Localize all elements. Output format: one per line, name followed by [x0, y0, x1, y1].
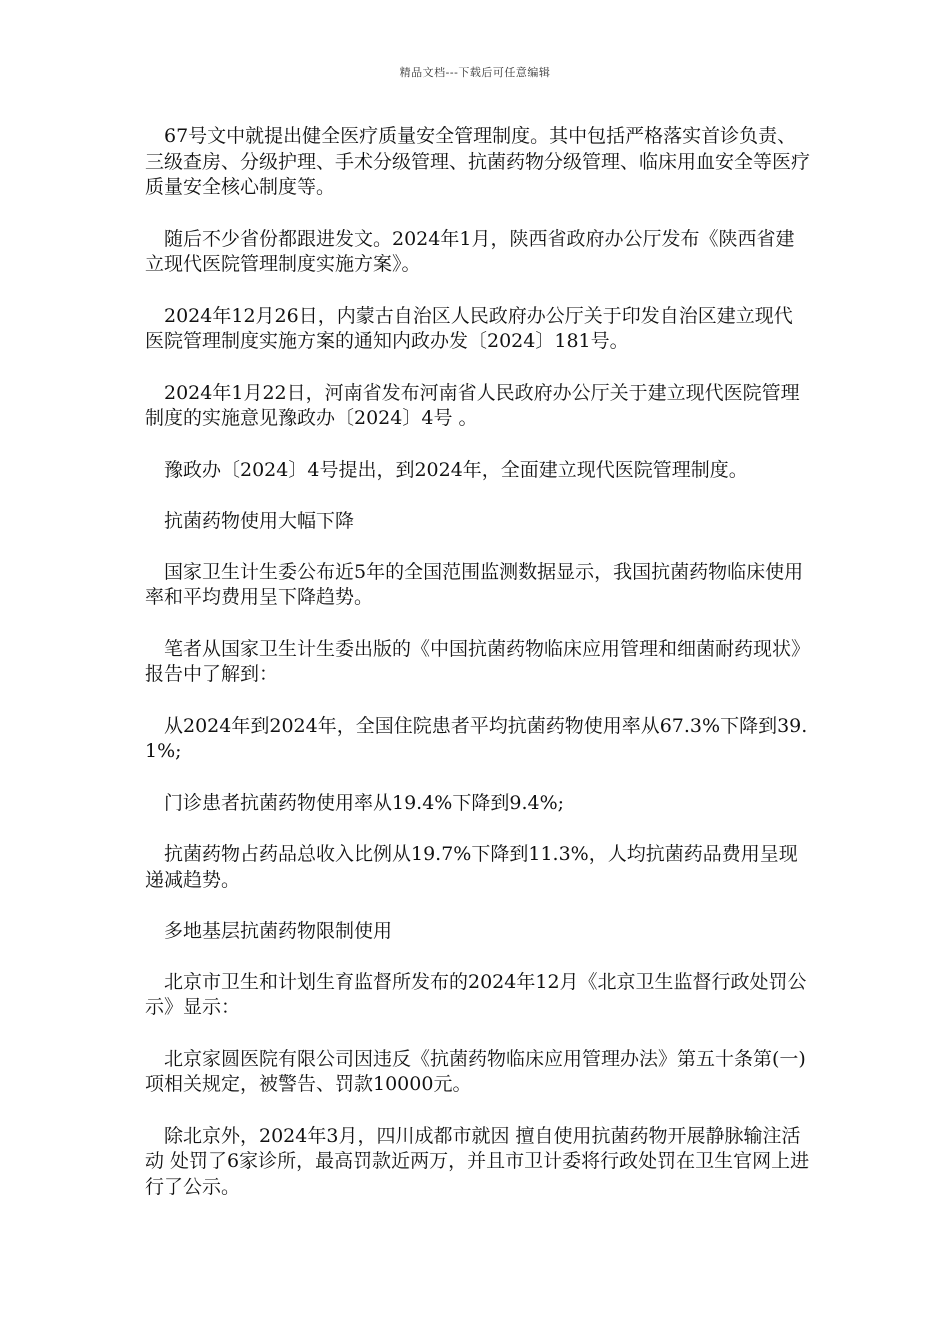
paragraph-inpatient-rate: 从2024年到2024年，全国住院患者平均抗菌药物使用率从67.3%下降到39.1%;	[145, 714, 808, 762]
paragraph-chengdu-penalty: 除北京外，2024年3月，四川成都市就因 擅自使用抗菌药物开展静脉输注活动 处罚了6家诊所，最高罚款近两万，并且市卫计委将行政处罚在卫生官网上进行了公示。	[145, 1124, 810, 1198]
section-heading-antibiotic-decline: 抗菌药物使用大幅下降	[145, 510, 355, 532]
paragraph-beijing-announcement: 北京市卫生和计划生育监督所发布的2024年12月《北京卫生监督行政处罚公示》显示：	[145, 970, 807, 1018]
paragraph-shaanxi-plan: 随后不少省份都跟进发文。2024年1月，陕西省政府办公厅发布《陕西省建立现代医院管理制度实施方案》。	[145, 227, 795, 275]
document-body	[145, 124, 810, 1226]
paragraph-revenue-share: 抗菌药物占药品总收入比例从19.7%下降到11.3%，人均抗菌药品费用呈现递减趋势。	[145, 843, 798, 891]
paragraph-hospital-quality-rules: 67号文中就提出健全医疗质量安全管理制度。其中包括严格落实首诊负责、三级查房、分级护理、手术分级管理、抗菌药物分级管理、临床用血安全等医疗质量安全核心制度等。	[145, 125, 811, 198]
page-header: 精品文档---下载后可任意编辑	[399, 66, 551, 79]
paragraph-report-source: 笔者从国家卫生计生委出版的《中国抗菌药物临床应用管理和细菌耐药现状》报告中了解到：	[145, 637, 811, 685]
section-heading-local-restrictions: 多地基层抗菌药物限制使用	[145, 920, 393, 942]
paragraph-monitoring-data: 国家卫生计生委公布近5年的全国范围监测数据显示，我国抗菌药物临床使用率和平均费用呈下降趋势。	[145, 560, 804, 608]
paragraph-henan-opinion: 2024年1月22日，河南省发布河南省人民政府办公厅关于建立现代医院管理制度的实施意见豫政办〔2024〕4号 。	[145, 381, 800, 429]
paragraph-inner-mongolia-notice: 2024年12月26日，内蒙古自治区人民政府办公厅关于印发自治区建立现代医院管理制度实施方案的通知内政办发〔2024〕181号。	[145, 304, 793, 352]
paragraph-beijing-penalty: 北京家圆医院有限公司因违反《抗菌药物临床应用管理办法》第五十条第(一)项相关规定，被警告、罚款10000元。	[145, 1047, 806, 1095]
paragraph-henan-goal: 豫政办〔2024〕4号提出，到2024年，全面建立现代医院管理制度。	[145, 458, 748, 481]
paragraph-outpatient-rate: 门诊患者抗菌药物使用率从19.4%下降到9.4%;	[145, 791, 565, 814]
